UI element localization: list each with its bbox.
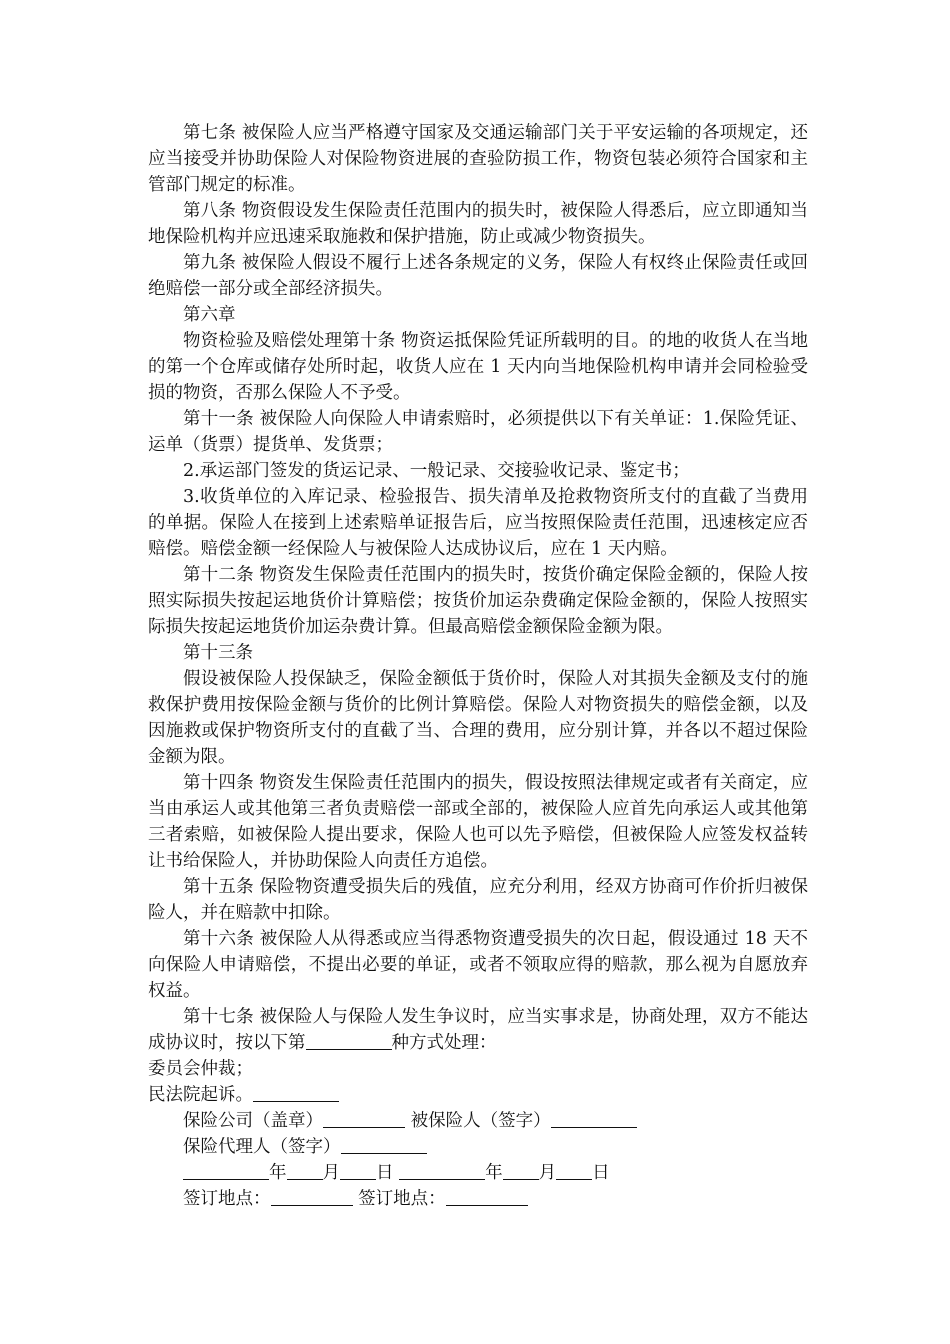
article-17-text-after: 种方式处理： [391,1033,497,1053]
date2-day-label: 日 [592,1163,610,1183]
article-13-heading: 第十三条 [183,643,253,663]
signature-line-agent [148,1134,808,1160]
date1-year-blank[interactable] [183,1161,269,1180]
insured-sign-label: 被保险人（签字） [410,1111,551,1131]
article-9: 第九条 被保险人假设不履行上述各条规定的义务，保险人有权终止保险责任或回绝赔偿一部分或全部经济损失。 [148,253,808,299]
date2-day-blank[interactable] [556,1161,592,1180]
place1-blank[interactable] [271,1187,353,1206]
article-11-item-2: 2.承运部门签发的货运记录、一般记录、交接验收记录、鉴定书； [183,461,690,481]
article-14: 第十四条 物资发生保险责任范围内的损失，假设按照法律规定或者有关商定，应当由承运人或其他第三者负责赔偿一部或全部的，被保险人应首先向承运人或其他第三者索赔，如被保险人提出要求，保险人也可以先予赔偿，但被保险人应签发权益转让书给保险人，并协助保险人向责任方追偿。 [148,773,808,871]
arbitration-option: 委员会仲裁； [148,1059,253,1079]
date1-month-blank[interactable] [287,1161,323,1180]
date2-year-blank[interactable] [399,1161,485,1180]
place1-label: 签订地点： [183,1189,271,1209]
article-8: 第八条 物资假设发生保险责任范围内的损失时，被保险人得悉后，应立即通知当地保险机构并应迅速采取施救和保护措施，防止或减少物资损失。 [148,201,808,247]
article-10: 物资检验及赔偿处理第十条 物资运抵保险凭证所载明的目。的地的收货人在当地的第一个仓库或储存处所时起，收货人应在 1 天内向当地保险机构申请并会同检验受损的物资，否那么保险人不予受。 [148,331,808,403]
signature-date-line [148,1160,808,1186]
court-option [148,1082,808,1108]
article-16: 第十六条 被保险人从得悉或应当得悉物资遭受损失的次日起，假设通过 18 天不向保险人申请赔偿，不提出必要的单证，或者不领取应得的赔款，那么视为自愿放弃权益。 [148,929,808,1001]
article-15: 第十五条 保险物资遭受损失后的残值，应充分利用，经双方协商可作价折归被保险人，并在赔款中扣除。 [148,877,808,923]
insurer-seal-blank[interactable] [323,1109,405,1128]
date2-month-label: 月 [538,1163,557,1183]
place2-blank[interactable] [446,1187,528,1206]
dispute-method-blank[interactable] [306,1031,392,1050]
article-13: 假设被保险人投保缺乏，保险金额低于货价时，保险人对其损失金额及支付的施救保护费用按保险金额与货价的比例计算赔偿。保险人对物资损失的赔偿金额，以及因施救或保护物资所支付的直截了当、合理的费用，应分别计算，并各以不超过保险金额为限。 [148,669,808,767]
agent-sign-blank[interactable] [341,1135,427,1154]
document-body [148,120,808,1212]
date1-day-label: 日 [376,1163,394,1183]
date1-day-blank[interactable] [340,1161,376,1180]
insurer-seal-label: 保险公司（盖章） [183,1111,323,1131]
date2-month-blank[interactable] [503,1161,539,1180]
insured-sign-blank[interactable] [551,1109,637,1128]
signature-line-parties [148,1108,808,1134]
article-11: 第十一条 被保险人向保险人申请索赔时，必须提供以下有关单证：1.保险凭证、运单（货票）提货单、发货票； [148,409,808,455]
court-blank[interactable] [253,1083,339,1102]
article-12: 第十二条 物资发生保险责任范围内的损失时，按货价确定保险金额的，保险人按照实际损失按起运地货价计算赔偿；按货价加运杂费确定保险金额的，保险人按照实际损失按起运地货价加运杂费计算。但最高赔偿金额保险金额为限。 [148,565,808,637]
court-option-text: 民法院起诉。 [148,1085,253,1105]
article-17-text-before: 第十七条 被保险人与保险人发生争议时，应当实事求是，协商处理，双方不能达成协议时，按以下第 [148,1007,808,1053]
agent-sign-label: 保险代理人（签字） [183,1137,341,1157]
chapter-6-heading: 第六章 [183,305,236,325]
date1-year-label: 年 [269,1163,287,1183]
date1-month-label: 月 [322,1163,340,1183]
signature-place-line [148,1186,808,1212]
article-11-item-3: 3.收货单位的入库记录、检验报告、损失清单及抢救物资所支付的直截了当费用的单据。保险人在接到上述索赔单证报告后，应当按照保险责任范围，迅速核定应否赔偿。赔偿金额一经保险人与被保险人达成协议后，应在 1 天内赔。 [148,487,808,559]
article-17 [148,1004,808,1056]
place2-label: 签订地点： [358,1189,446,1209]
article-7: 第七条 被保险人应当严格遵守国家及交通运输部门关于平安运输的各项规定，还应当接受并协助保险人对保险物资进展的查验防损工作，物资包装必须符合国家和主管部门规定的标准。 [148,123,808,195]
date2-year-label: 年 [485,1163,503,1183]
